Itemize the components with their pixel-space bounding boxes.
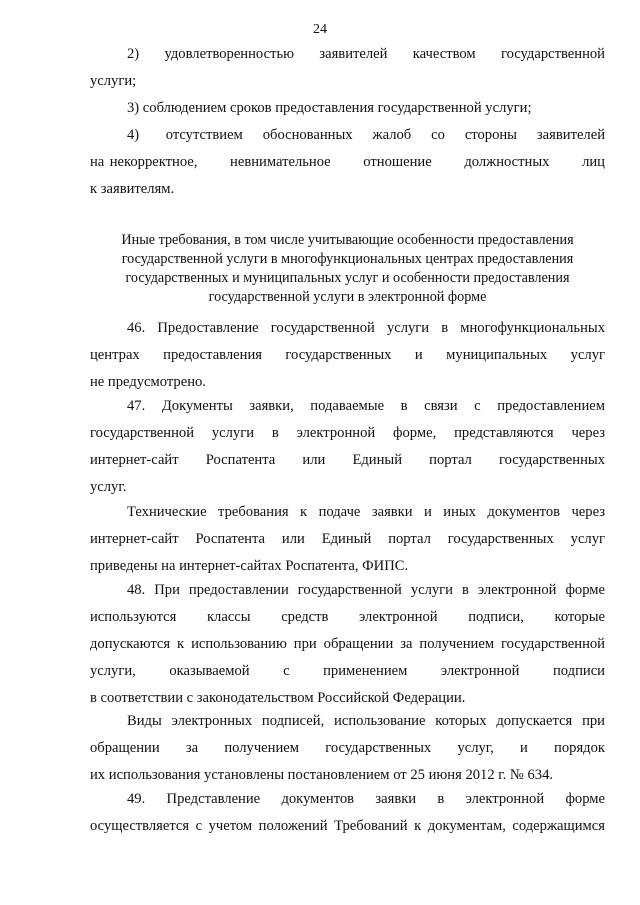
paragraph-line: осуществляется с учетом положений Требований к документам, содержащимся (90, 818, 605, 834)
paragraph-line: к заявителям. (90, 181, 175, 197)
heading-line: Иные требования, в том числе учитывающие особенности предоставления (121, 232, 574, 248)
paragraph-line: 47. Документы заявки, подаваемые в связи с предоставлением (127, 398, 605, 414)
paragraph-line: на некорректное, невнимательное отношение должностных лиц (90, 154, 605, 170)
paragraph-line: 48. При предоставлении государственной услуги в электронной форме (127, 582, 605, 598)
paragraph-line: используются классы средств электронной подписи, которые (90, 609, 605, 625)
paragraph-line: услуг. (90, 479, 127, 495)
heading-line: государственной услуги в электронной форме (208, 289, 487, 305)
paragraph-line: приведены на интернет-сайтах Роспатента, ФИПС. (90, 558, 409, 574)
paragraph-line: 4) отсутствием обоснованных жалоб со стороны заявителей (127, 127, 605, 143)
paragraph-line: их использования установлены постановлением от 25 июня 2012 г. № 634. (90, 767, 554, 783)
paragraph-line: не предусмотрено. (90, 374, 206, 390)
paragraph-49 (90, 786, 605, 840)
paragraph-line: 46. Предоставление государственной услуги в многофункциональных (127, 320, 605, 336)
paragraph-47 (90, 393, 605, 501)
paragraph-line: центрах предоставления государственных и муниципальных услуг (90, 347, 605, 363)
paragraph-47-technical (90, 499, 605, 580)
heading-line: государственных и муниципальных услуг и особенности предоставления (125, 270, 570, 286)
section-heading (90, 231, 605, 307)
paragraph-line: государственной услуги в электронной форме, представляются через (90, 425, 605, 441)
paragraph-line: допускаются к использованию при обращении за получением государственной (90, 636, 605, 652)
paragraph-line: интернет-сайт Роспатента или Единый портал государственных услуг (90, 531, 605, 547)
paragraph-item-4 (90, 122, 605, 203)
paragraph-line: Технические требования к подаче заявки и иных документов через (127, 504, 605, 520)
paragraph-line: 49. Представление документов заявки в электронной форме (127, 791, 605, 807)
paragraph-item-3 (90, 95, 605, 122)
paragraph-line: 2) удовлетворенностью заявителей качеством государственной (127, 46, 605, 62)
paragraph-item-2 (90, 41, 605, 95)
heading-line: государственной услуги в многофункциональных центрах предоставления (121, 251, 574, 267)
paragraph-line: 3) соблюдением сроков предоставления государственной услуги; (127, 100, 532, 116)
paragraph-line: услуги; (90, 73, 137, 89)
paragraph-line: услуги, оказываемой с применением электронной подписи (90, 663, 605, 679)
paragraph-48 (90, 577, 605, 712)
paragraph-46 (90, 315, 605, 396)
paragraph-48-signatures (90, 708, 605, 789)
page-number: 24 (313, 22, 327, 37)
paragraph-line: интернет-сайт Роспатента или Единый портал государственных (90, 452, 605, 468)
paragraph-line: обращении за получением государственных услуг, и порядок (90, 740, 605, 756)
paragraph-line: Виды электронных подписей, использование которых допускается при (127, 713, 605, 729)
paragraph-line: в соответствии с законодательством Российской Федерации. (90, 690, 466, 706)
